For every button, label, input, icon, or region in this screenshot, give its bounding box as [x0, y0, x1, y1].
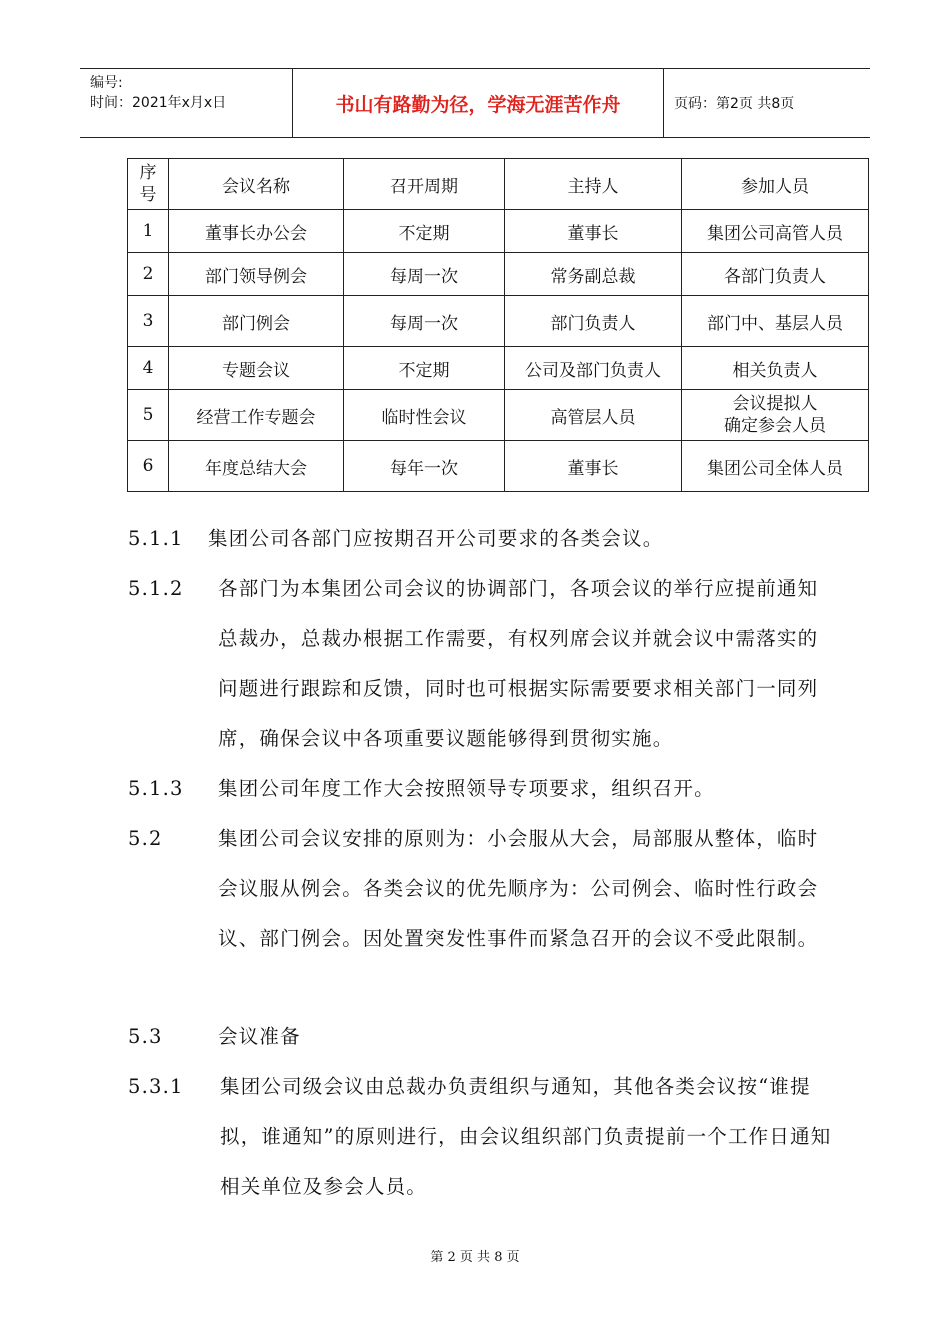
cell-name: 专题会议	[169, 347, 344, 390]
paragraph-text: 集团公司级会议由总裁办负责组织与通知，其他各类会议按“谁提拟，谁通知”的原则进行，由会议组织部门负责提前一个工作日通知相关单位及参会人员。	[220, 1075, 832, 1198]
table-header-row	[128, 159, 869, 210]
paragraph-number: 5.2	[128, 827, 163, 850]
paragraph-number: 5.1.1	[128, 527, 184, 550]
cell-seq: 2	[128, 253, 169, 296]
header-host: 主持人	[505, 159, 682, 210]
cell-attendees: 部门中、基层人员	[682, 296, 869, 347]
cell-name: 部门领导例会	[169, 253, 344, 296]
header-motto: 书山有路勤为径，学海无涯苦作舟	[293, 69, 664, 137]
paragraph-5-3-1	[128, 1062, 832, 1212]
paragraph-text: 集团公司年度工作大会按照领导专项要求，组织召开。	[218, 777, 715, 800]
header-attendees: 参加人员	[682, 159, 869, 210]
paragraph-number: 5.1.3	[128, 777, 184, 800]
cell-host: 高管层人员	[505, 390, 682, 441]
cell-attendees: 集团公司高管人员	[682, 210, 869, 253]
table-row	[128, 210, 869, 253]
meeting-table	[127, 158, 869, 492]
cell-attendees: 相关负责人	[682, 347, 869, 390]
paragraph-5-2	[128, 814, 828, 1014]
table-row	[128, 296, 869, 347]
cell-host: 部门负责人	[505, 296, 682, 347]
paragraph-text: 集团公司各部门应按期召开公司要求的各类会议。	[208, 527, 664, 550]
table-row	[128, 253, 869, 296]
cell-name: 部门例会	[169, 296, 344, 347]
cell-name: 董事长办公会	[169, 210, 344, 253]
cell-attendees: 各部门负责人	[682, 253, 869, 296]
table-row	[128, 347, 869, 390]
cell-host: 公司及部门负责人	[505, 347, 682, 390]
cell-attendees: 会议提拟人 确定参会人员	[682, 390, 869, 441]
paragraph-text: 各部门为本集团公司会议的协调部门，各项会议的举行应提前通知总裁办，总裁办根据工作需要，有权列席会议并就会议中需落实的问题进行跟踪和反馈，同时也可根据实际需要要求相关部门一同列席，确保会议中各项重要议题能够得到贯彻实施。	[218, 577, 819, 750]
header-meta	[80, 69, 293, 137]
cell-host: 常务副总裁	[505, 253, 682, 296]
header-seq: 序 号	[128, 159, 169, 210]
cell-attendees: 集团公司全体人员	[682, 441, 869, 492]
page-header	[80, 68, 870, 138]
header-name: 会议名称	[169, 159, 344, 210]
table-row	[128, 441, 869, 492]
code-label: 编号:	[90, 75, 123, 91]
paragraph-number: 5.3.1	[128, 1075, 184, 1098]
paragraph-5-1-3	[128, 764, 828, 814]
cell-seq: 3	[128, 296, 169, 347]
paragraph-5-3	[128, 1012, 828, 1062]
header-cycle: 召开周期	[344, 159, 505, 210]
cell-cycle: 每周一次	[344, 296, 505, 347]
header-page-info: 页码：第2页 共8页	[674, 96, 795, 112]
cell-host: 董事长	[505, 210, 682, 253]
cell-cycle: 每年一次	[344, 441, 505, 492]
cell-seq: 6	[128, 441, 169, 492]
paragraph-number: 5.1.2	[128, 577, 184, 600]
paragraph-5-1-1	[128, 514, 828, 564]
paragraph-number: 5.3	[128, 1025, 163, 1048]
cell-cycle: 不定期	[344, 210, 505, 253]
cell-cycle: 临时性会议	[344, 390, 505, 441]
cell-name: 经营工作专题会	[169, 390, 344, 441]
cell-cycle: 不定期	[344, 347, 505, 390]
cell-name: 年度总结大会	[169, 441, 344, 492]
cell-host: 董事长	[505, 441, 682, 492]
cell-seq: 4	[128, 347, 169, 390]
cell-seq: 1	[128, 210, 169, 253]
paragraph-text: 会议准备	[218, 1025, 301, 1048]
paragraph-text: 集团公司会议安排的原则为：小会服从大会，局部服从整体，临时会议服从例会。各类会议的优先顺序为：公司例会、临时性行政会议、部门例会。因处置突发性事件而紧急召开的会议不受此限制。	[218, 827, 819, 950]
time-label: 时间：2021年x月x日	[90, 95, 227, 111]
cell-seq: 5	[128, 390, 169, 441]
table-row	[128, 390, 869, 441]
paragraph-5-1-2	[128, 564, 828, 764]
page-footer: 第 2 页 共 8 页	[430, 1250, 520, 1265]
cell-cycle: 每周一次	[344, 253, 505, 296]
